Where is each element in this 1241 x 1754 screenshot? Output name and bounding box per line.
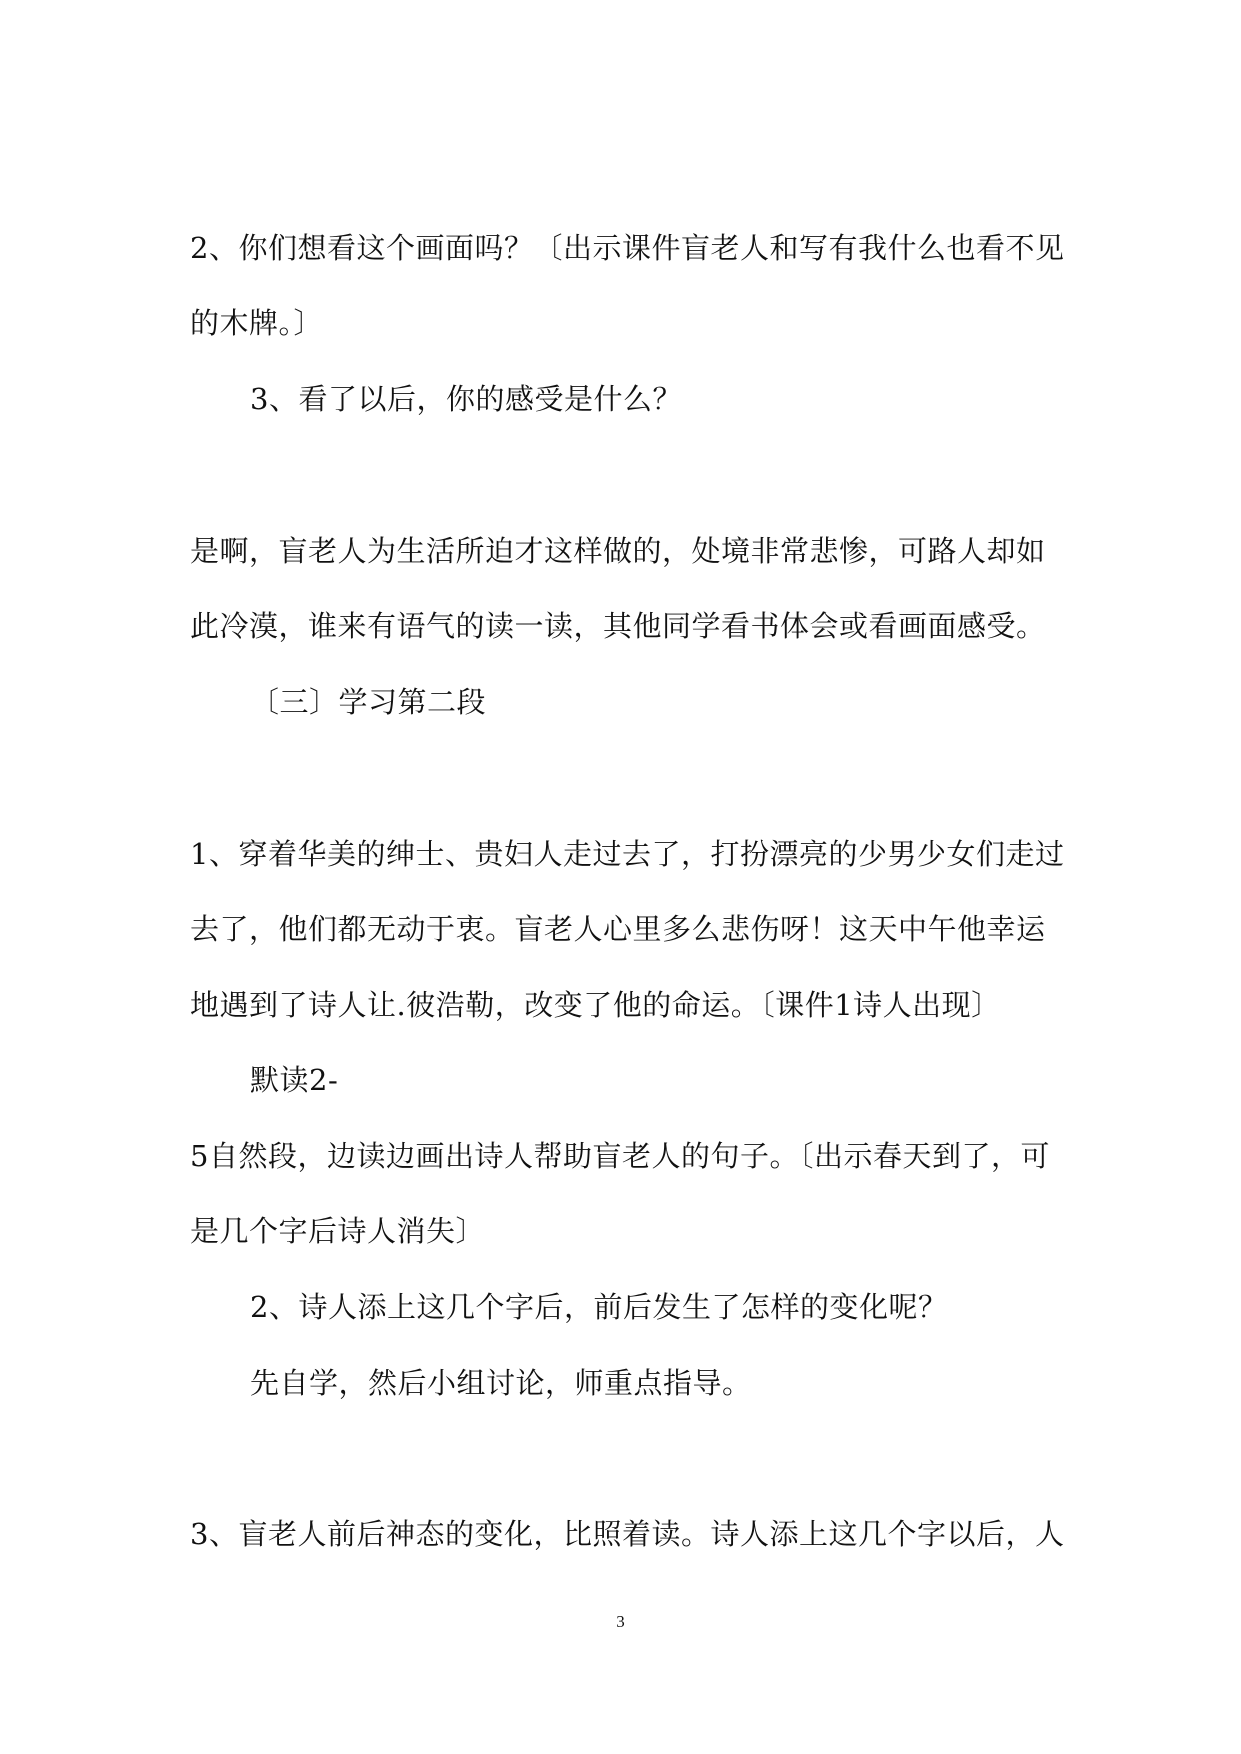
- paragraph-line: 3、看了以后，你的感受是什么？: [250, 382, 682, 416]
- paragraph-line: 2、你们想看这个画面吗？〔出示课件盲老人和写有我什么也看不见: [190, 231, 1065, 265]
- paragraph-line: 地遇到了诗人让.彼浩勒，改变了他的命运。〔课件1诗人出现〕: [190, 988, 1001, 1022]
- paragraph-line: 去了，他们都无动于衷。盲老人心里多么悲伤呀！这天中午他幸运: [190, 912, 1046, 946]
- paragraph-line: 是几个字后诗人消失〕: [190, 1214, 486, 1248]
- paragraph-line: 是啊，盲老人为生活所迫才这样做的，处境非常悲惨，可路人却如: [190, 534, 1046, 568]
- paragraph-line: 此冷漠，谁来有语气的读一读，其他同学看书体会或看画面感受。: [190, 609, 1046, 643]
- paragraph-line: 2、诗人添上这几个字后，前后发生了怎样的变化呢？: [250, 1290, 948, 1324]
- paragraph-line: 5自然段，边读边画出诗人帮助盲老人的句子。〔出示春天到了，可: [190, 1139, 1050, 1173]
- section-heading: 〔三〕学习第二段: [250, 685, 487, 719]
- page-number: 3: [616, 1612, 625, 1631]
- paragraph-line: 的木牌。〕: [190, 306, 324, 340]
- paragraph-line: 默读2-: [250, 1063, 339, 1097]
- paragraph-line: 3、盲老人前后神态的变化，比照着读。诗人添上这几个字以后，人: [190, 1517, 1065, 1551]
- paragraph-line: 先自学，然后小组讨论，师重点指导。: [250, 1366, 752, 1400]
- paragraph-line: 1、穿着华美的绅士、贵妇人走过去了，打扮漂亮的少男少女们走过: [190, 837, 1065, 871]
